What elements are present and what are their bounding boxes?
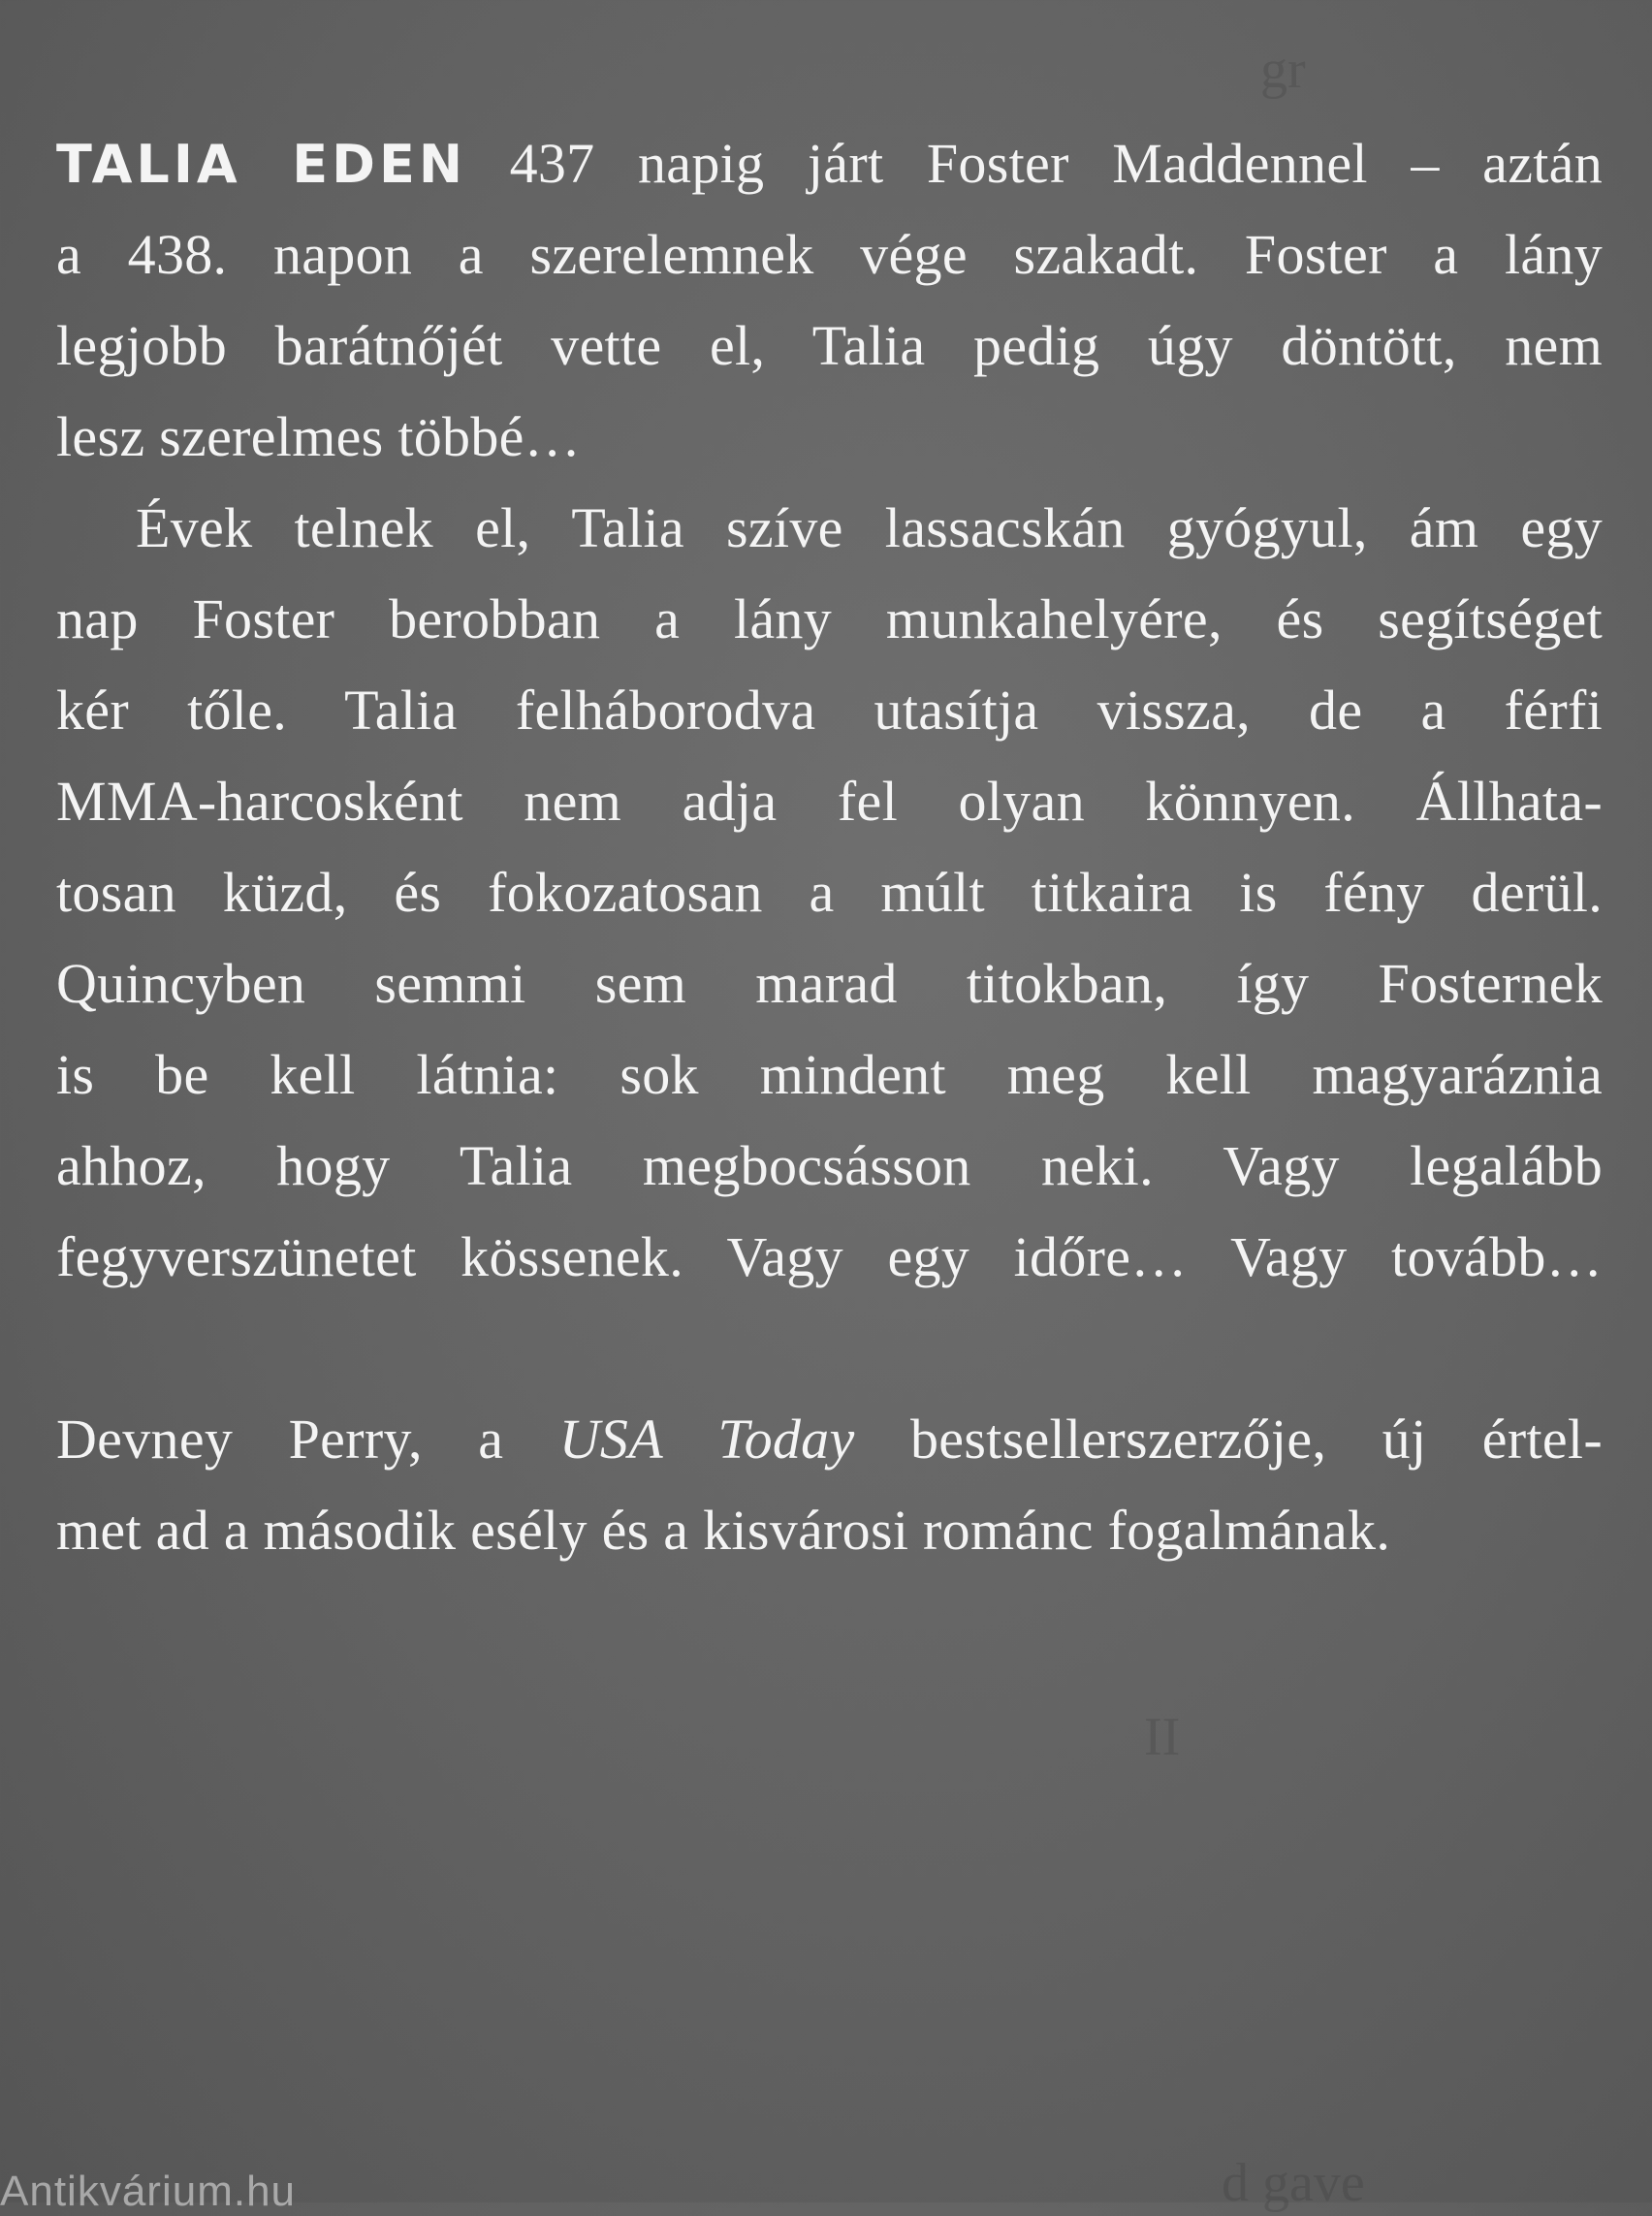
blurb-line	[56, 118, 1603, 209]
blurb-line: ahhoz, hogy Talia megbocsásson neki. Vagy legalább	[56, 1134, 1603, 1197]
show-through-text: d gave	[1222, 2153, 1365, 2213]
blurb-line: nap Foster berobban a lány munkahelyére, és segítséget	[56, 587, 1603, 650]
publication-name: USA Today	[558, 1408, 855, 1471]
paragraph-gap	[56, 1303, 1603, 1394]
blurb-line: tosan küzd, és fokozatosan a múlt titkaira is fény derül.	[56, 861, 1603, 924]
blurb-line: met ad a második esély és a kisvárosi románc fogalmának.	[56, 1499, 1391, 1562]
blurb-line: is be kell látnia: sok mindent meg kell magyaráznia	[56, 1043, 1603, 1106]
show-through-text: gr	[1260, 40, 1306, 100]
blurb-line-text: 437 napig járt Foster Maddennel – aztán	[509, 132, 1603, 195]
blurb-line: a 438. napon a szerelemnek vége szakadt. Foster a lány	[56, 223, 1603, 286]
blurb-line: lesz szerelmes többé…	[56, 405, 581, 468]
blurb-line: fegyverszünetet kössenek. Vagy egy időre… Vagy tovább…	[56, 1225, 1603, 1288]
author-intro: Devney Perry, a	[56, 1408, 504, 1471]
blurb-text	[56, 118, 1603, 1576]
blurb-line-text: bestsellerszerzője, új értel-	[909, 1408, 1603, 1471]
site-watermark: Antikvárium.hu	[0, 2168, 297, 2215]
blurb-line: Quincyben semmi sem marad titokban, így Fosternek	[56, 952, 1603, 1015]
heroine-name: TALIA EDEN	[56, 134, 467, 195]
blurb-line: MMA-harcosként nem adja fel olyan könnyen. Állhata-	[56, 770, 1603, 833]
blurb-line: Évek telnek el, Talia szíve lassacskán gyógyul, ám egy	[136, 496, 1603, 559]
blurb-line: legjobb barátnőjét vette el, Talia pedig úgy döntött, nem	[56, 314, 1603, 377]
blurb-line	[56, 1394, 1603, 1485]
show-through-text: II	[1144, 1707, 1181, 1767]
blurb-line: kér tőle. Talia felháborodva utasítja vissza, de a férfi	[56, 679, 1603, 742]
